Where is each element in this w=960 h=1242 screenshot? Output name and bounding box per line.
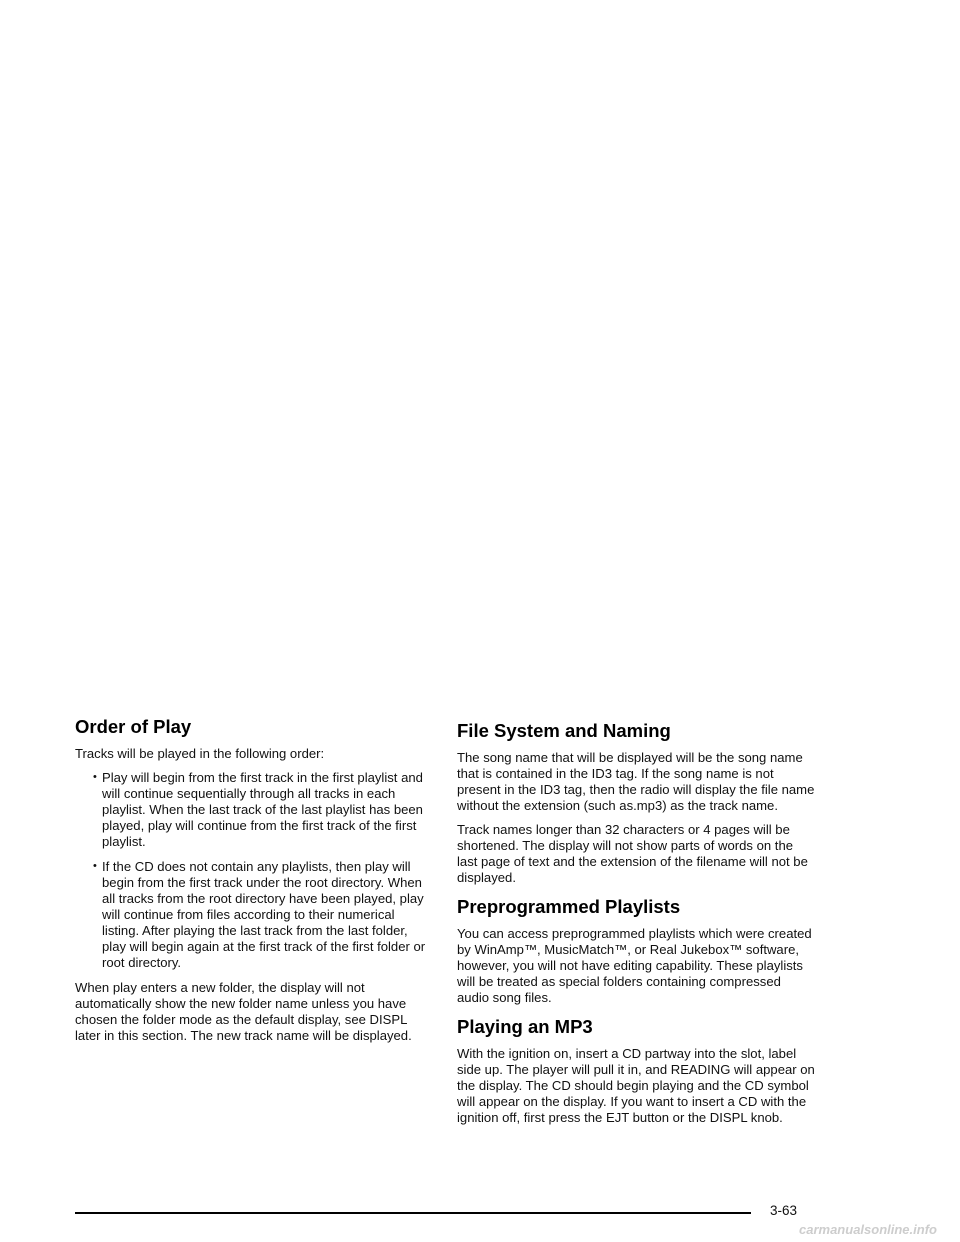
order-of-play-heading: Order of Play (75, 716, 192, 737)
list-item-text: If the CD does not contain any playlists, then play will begin from the first track under the root directory. When all tracks from the root directory have been played, play will continue from files according to their numerical listing. After playing the last track from the last folder, play will begin again at the first track of the first folder or root directory. (102, 859, 426, 970)
order-of-play-intro: Tracks will be played in the following order: (75, 746, 325, 761)
right-column (457, 716, 815, 1134)
file-system-paragraph-1: The song name that will be displayed will be the song name that is contained in the ID3 tag. If the song name is not present in the ID3 tag, then the radio will display the file name without the extension (such as.mp3) as the track name. (457, 750, 815, 813)
list-item (75, 770, 433, 850)
playing-mp3-heading: Playing an MP3 (457, 1016, 593, 1037)
list-item-text: Play will begin from the first track in the first playlist and will continue sequentially through all tracks in each playlist. When the last track of the last playlist has been played, play will continue from the first track of the first playlist. (102, 770, 423, 849)
bullet-icon: • (93, 771, 97, 783)
file-system-heading: File System and Naming (457, 720, 671, 741)
order-of-play-list (75, 770, 433, 971)
left-column (75, 716, 433, 1052)
order-of-play-closing: When play enters a new folder, the display will not automatically show the new folder name unless you have chosen the folder mode as the default display, see DISPL later in this section. The new track name will be displayed. (75, 980, 412, 1043)
watermark-logo: carmanualsonline.info (799, 1222, 937, 1237)
playing-mp3-paragraph: With the ignition on, insert a CD partway into the slot, label side up. The player will pull it in, and READING will appear on the display. The CD should begin playing and the CD symbol will appear on the display. If you want to insert a CD with the ignition off, first press the EJT button or the DISPL knob. (457, 1046, 815, 1125)
bullet-icon: • (93, 860, 97, 872)
preprogrammed-playlists-paragraph: You can access preprogrammed playlists which were created by WinAmp™, MusicMatch™, or Real Jukebox™ software, however, you will not have editing capability. These playlists will be treated as special folders containing compressed audio song files. (457, 926, 812, 1005)
footer-divider (75, 1212, 751, 1214)
file-system-paragraph-2: Track names longer than 32 characters or 4 pages will be shortened. The display will not show parts of words on the last page of text and the extension of the filename will not be displayed. (457, 822, 808, 885)
page-number: 3-63 (770, 1203, 798, 1218)
preprogrammed-playlists-heading: Preprogrammed Playlists (457, 896, 681, 917)
list-item (75, 859, 433, 971)
